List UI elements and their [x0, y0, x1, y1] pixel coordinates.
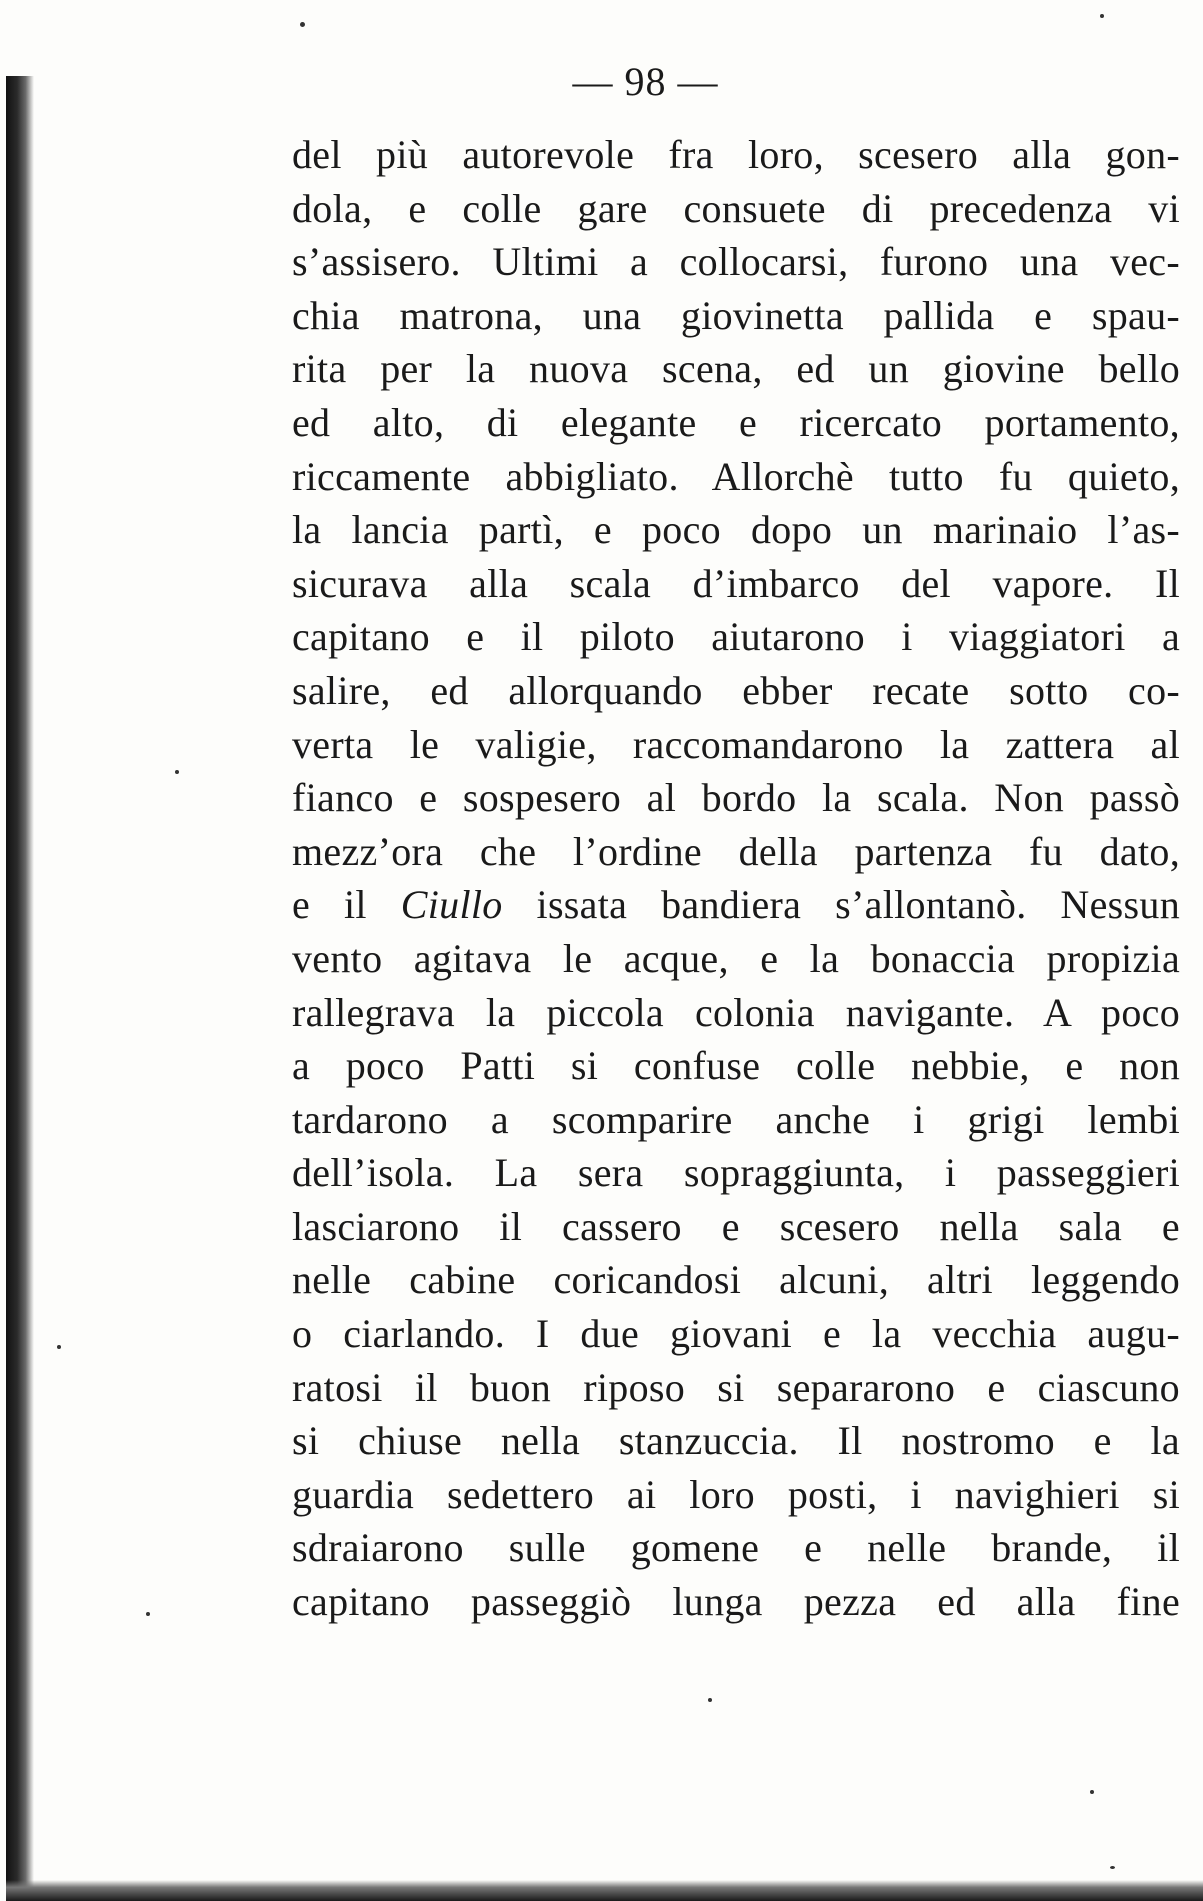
- text-line: chia matrona, una giovinetta pallida e spau-: [292, 292, 1180, 338]
- text-line: dell’isola. La sera sopraggiunta, i passeggieri: [292, 1150, 1180, 1196]
- text-line: mezz’ora che l’ordine della partenza fu dato,: [292, 828, 1180, 874]
- text-line: s’assisero. Ultimi a collocarsi, furono una vec-: [292, 239, 1180, 285]
- text-line: tardarono a scomparire anche i grigi lembi: [292, 1096, 1180, 1142]
- line-text-after: issata bandiera s’allontanò. Nessun: [502, 882, 1181, 928]
- text-line: capitano e il piloto aiutarono i viaggiatori a: [292, 614, 1180, 660]
- text-line: fianco e sospesero al bordo la scala. Non passò: [292, 775, 1180, 821]
- text-line: salire, ed allorquando ebber recate sotto co-: [292, 667, 1180, 713]
- scan-speck: [57, 1345, 61, 1349]
- ship-name: Ciullo: [400, 882, 503, 928]
- text-line: sicurava alla scala d’imbarco del vapore. Il: [292, 560, 1180, 606]
- text-line: la lancia partì, e poco dopo un marinaio l’as-: [292, 507, 1180, 553]
- scan-speck: [1100, 14, 1104, 18]
- text-line: verta le valigie, raccomandarono la zattera al: [292, 721, 1180, 767]
- text-line: nelle cabine coricandosi alcuni, altri leggendo: [292, 1257, 1180, 1303]
- text-line: si chiuse nella stanzuccia. Il nostromo e la: [292, 1418, 1180, 1464]
- line-text-before: e il: [292, 882, 401, 928]
- text-line: capitano passeggiò lunga pezza ed alla fine: [292, 1579, 1180, 1625]
- scan-speck: [300, 22, 305, 27]
- scan-speck: [175, 770, 179, 774]
- scan-speck: [708, 1698, 712, 1702]
- text-line-ship-name: [292, 878, 1180, 932]
- text-line: guardia sedettero ai loro posti, i navighieri si: [292, 1471, 1180, 1517]
- scan-speck: [1090, 1790, 1094, 1794]
- text-line: o ciarlando. I due giovani e la vecchia augu-: [292, 1311, 1180, 1357]
- scan-spine-shadow: [6, 76, 34, 1894]
- text-line: rita per la nuova scena, ed un giovine bello: [292, 346, 1180, 392]
- scan-speck: [1110, 1866, 1115, 1869]
- text-line: a poco Patti si confuse colle nebbie, e non: [292, 1043, 1180, 1089]
- scan-speck: [146, 1612, 150, 1616]
- text-line: dola, e colle gare consuete di precedenza vi: [292, 185, 1180, 231]
- text-line: ed alto, di elegante e ricercato portamento,: [292, 399, 1180, 445]
- text-line: sdraiarono sulle gomene e nelle brande, il: [292, 1525, 1180, 1571]
- scan-bottom-edge: [6, 1880, 1203, 1901]
- body-text: [292, 128, 1180, 1629]
- text-line: lasciarono il cassero e scesero nella sala e: [292, 1203, 1180, 1249]
- text-line: ratosi il buon riposo si separarono e ciascuno: [292, 1364, 1180, 1410]
- text-line: rallegrava la piccola colonia navigante. A poco: [292, 989, 1180, 1035]
- text-line: vento agitava le acque, e la bonaccia propizia: [292, 935, 1180, 981]
- text-line: del più autorevole fra loro, scesero alla gon-: [292, 132, 1180, 177]
- text-line: riccamente abbigliato. Allorchè tutto fu quieto,: [292, 453, 1180, 499]
- page-number: — 98 —: [572, 59, 719, 104]
